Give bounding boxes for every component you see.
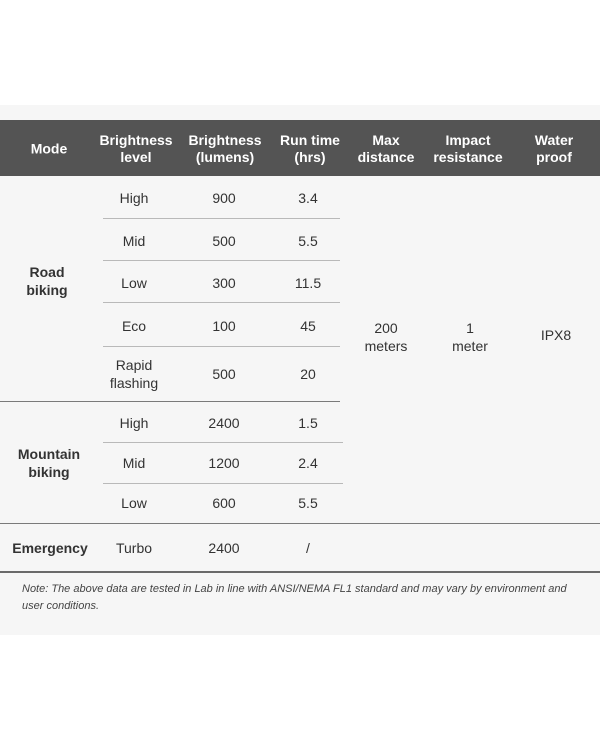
- table-cell-runtime: /: [306, 540, 310, 556]
- table-cell-runtime: 20: [300, 366, 316, 382]
- table-cell-runtime: 2.4: [298, 455, 318, 471]
- table-cell-runtime: 1.5: [298, 415, 318, 431]
- mode-emergency: Emergency: [12, 540, 88, 556]
- table-cell-runtime: 45: [300, 318, 316, 334]
- mode-mountain-biking: Mountain biking: [17, 446, 81, 480]
- table-cell-runtime: 5.5: [298, 495, 318, 511]
- table-cell-lumens: 1200: [208, 455, 240, 471]
- table-cell-runtime: 11.5: [294, 275, 322, 291]
- row-divider: [103, 442, 343, 443]
- table-cell-level: Low: [121, 275, 147, 291]
- header-run-time: Run time (hrs): [280, 132, 340, 165]
- table-cell-runtime: 3.4: [298, 190, 318, 206]
- table-cell-lumens: 600: [212, 495, 236, 511]
- table-bottom-border: [0, 571, 600, 573]
- table-cell-level: Eco: [121, 318, 147, 334]
- table-cell-level: High: [119, 415, 149, 431]
- header-brightness-lumens: Brightness (lumens): [188, 132, 262, 165]
- header-impact-resistance: Impact resistance: [433, 132, 503, 165]
- row-divider: [103, 346, 340, 347]
- table-cell-level: Low: [121, 495, 147, 511]
- group-divider: [0, 401, 340, 402]
- table-cell-level: Rapid flashing: [109, 357, 159, 391]
- header-waterproof: Water proof: [534, 132, 574, 165]
- table-cell-lumens: 2400: [208, 540, 240, 556]
- table-cell-lumens: 100: [212, 318, 236, 334]
- mode-road-biking: Road biking: [26, 264, 68, 298]
- table-cell-level: Mid: [122, 233, 146, 249]
- row-divider: [103, 218, 340, 219]
- table-cell-lumens: 900: [212, 190, 236, 206]
- table-cell-lumens: 2400: [208, 415, 240, 431]
- table-cell-level: Mid: [122, 455, 146, 471]
- max-distance-value: 200 meters: [364, 320, 408, 354]
- header-mode: Mode: [30, 140, 68, 157]
- table-cell-lumens: 500: [212, 366, 236, 382]
- row-divider: [103, 260, 340, 261]
- table-cell-level: Turbo: [115, 540, 153, 556]
- waterproof-value: IPX8: [540, 327, 572, 343]
- header-max-distance: Max distance: [357, 132, 415, 165]
- table-cell-runtime: 5.5: [298, 233, 318, 249]
- footnote: Note: The above data are tested in Lab in line with ANSI/NEMA FL1 standard and may vary by environment and user conditions.: [22, 583, 567, 612]
- row-divider: [103, 483, 343, 484]
- impact-resistance-value: 1 meter: [452, 320, 488, 354]
- table-cell-lumens: 300: [212, 275, 236, 291]
- table-cell-lumens: 500: [212, 233, 236, 249]
- group-divider: [0, 523, 600, 524]
- header-brightness-level: Brightness level: [99, 132, 173, 165]
- table-cell-level: High: [119, 190, 149, 206]
- row-divider: [103, 302, 340, 303]
